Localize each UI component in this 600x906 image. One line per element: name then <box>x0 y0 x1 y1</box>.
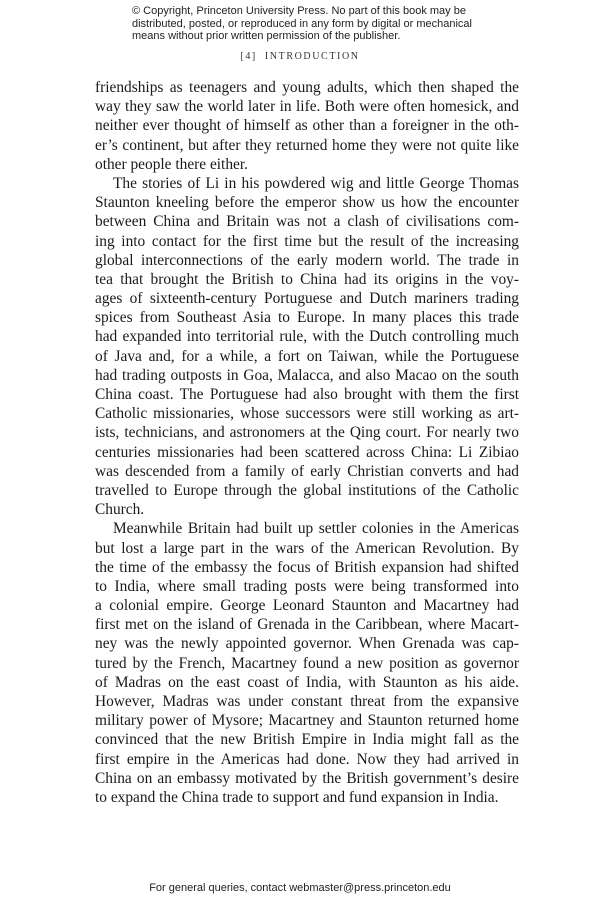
text-line: China coast. The Portuguese had also brought with them the first <box>95 386 519 403</box>
text-line: ing into contact for the first time but the result of the increasing <box>95 232 519 250</box>
text-line: Catholic missionaries, whose successors were still working as art- <box>95 405 519 423</box>
text-line: first empire in the Americas had done. Now they had arrived in <box>95 750 519 768</box>
text-line: had expanded into territorial rule, with the Dutch controlling much <box>95 328 519 346</box>
text-line: military power of Mysore; Macartney and Staunton returned home <box>95 712 519 730</box>
text-line: but lost a large part in the wars of the American Revolution. By <box>95 539 519 557</box>
text-line: Meanwhile Britain had built up settler colonies in the Americas <box>113 520 519 538</box>
text-line: ney was the newly appointed governor. When Grenada was cap- <box>95 635 519 653</box>
copyright-line: distributed, posted, or reproduced in any form by digital or mechanical <box>132 17 472 30</box>
text-line: Church. <box>95 501 145 519</box>
text-line: was descended from a family of early Christian converts and had <box>95 462 519 480</box>
text-line: The stories of Li in his powdered wig and little George Thomas <box>113 174 519 192</box>
text-line: a colonial empire. George Leonard Staunton and Macartney had <box>95 597 519 615</box>
text-line: between China and Britain was not a clash of civilisations com- <box>95 213 519 231</box>
text-line: of Madras on the east coast of India, with Staunton as his aide. <box>95 673 519 691</box>
paragraph <box>95 174 519 519</box>
body-text <box>95 78 519 807</box>
text-line: neither ever thought of himself as other than a foreigner in the oth- <box>95 117 519 135</box>
running-head <box>0 51 600 62</box>
text-line: way they saw the world later in life. Both were often homesick, and <box>95 98 519 116</box>
text-line: China on an embassy motivated by the British government’s desire <box>95 769 519 787</box>
text-line: other people there either. <box>95 155 248 173</box>
footer-contact: For general queries, contact webmaster@press.princeton.edu <box>149 882 451 894</box>
text-line: to expand the China trade to support and fund expansion in India. <box>95 788 499 806</box>
text-line: the time of the embassy the focus of British expansion had shifted <box>95 558 519 576</box>
text-line: ages of sixteenth-century Portuguese and Dutch mariners trading <box>95 290 519 308</box>
text-line: global interconnections of the early modern world. The trade in <box>95 251 519 269</box>
text-line: first met on the island of Grenada in the Caribbean, where Macart- <box>95 616 519 634</box>
paragraph <box>95 519 519 807</box>
text-line: of Java and, for a while, a fort on Taiwan, while the Portuguese <box>95 347 519 365</box>
text-line: er’s continent, but after they returned home they were not quite like <box>95 136 519 154</box>
text-line: travelled to Europe through the global institutions of the Catholic <box>95 481 519 499</box>
text-line: spices from Southeast Asia to Europe. In many places this trade <box>95 309 519 327</box>
section-title: INTRODUCTION <box>264 51 360 62</box>
text-line: tea that brought the British to China had its origins in the voy- <box>95 270 519 288</box>
page-number: [4] <box>240 51 257 62</box>
text-line: to India, where small trading posts were being transformed into <box>95 577 519 595</box>
text-line: centuries missionaries had been scattered across China: Li Zibiao <box>95 443 519 461</box>
text-line: However, Madras was under constant threat from the expansive <box>95 693 519 710</box>
paragraph <box>95 78 519 174</box>
copyright-line: means without prior written permission of the publisher. <box>132 30 401 42</box>
copyright-line: © Copyright, Princeton University Press. No part of this book may be <box>132 5 466 17</box>
text-line: tured by the French, Macartney found a new position as governor <box>95 654 519 672</box>
text-line: ists, technicians, and astronomers at the Qing court. For nearly two <box>95 424 519 442</box>
text-line: had trading outposts in Goa, Malacca, and also Macao on the south <box>95 366 519 384</box>
text-line: convinced that the new British Empire in India might fall as the <box>95 731 519 749</box>
text-line: friendships as teenagers and young adults, which then shaped the <box>95 79 519 96</box>
text-line: Staunton kneeling before the emperor show us how the encounter <box>95 194 519 212</box>
